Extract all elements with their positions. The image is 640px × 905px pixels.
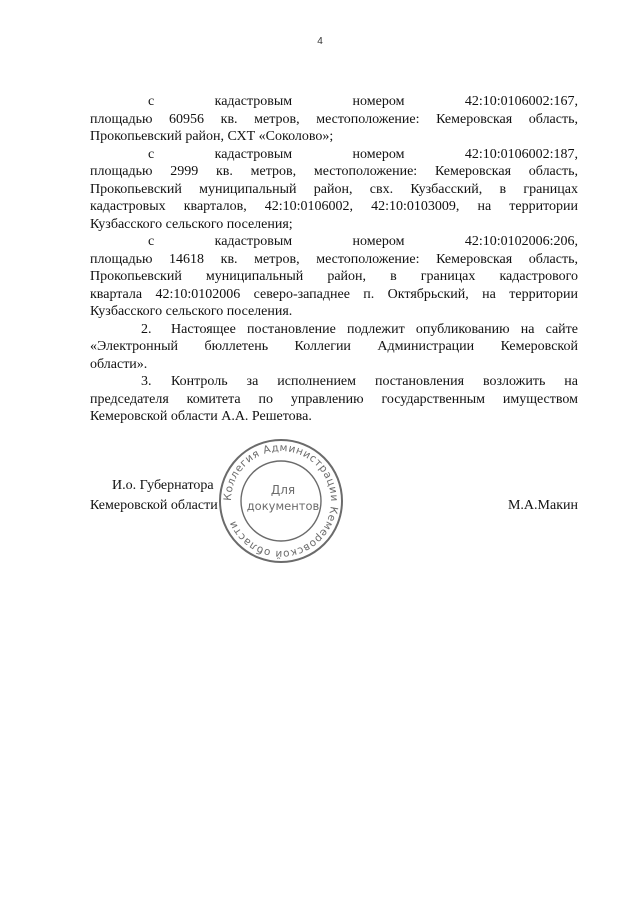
parcel-3-line: площадью 14618 кв. метров, местоположение: Кемеровская область, bbox=[90, 251, 578, 267]
parcel-2-line: площадью 2999 кв. метров, местоположение: Кемеровская область, bbox=[90, 164, 578, 179]
parcel-3-word: с bbox=[148, 234, 155, 249]
stamp-center-text: документов bbox=[246, 499, 320, 513]
stamp-seal bbox=[217, 437, 345, 565]
parcel-1-word: номером bbox=[352, 94, 405, 109]
official-stamp bbox=[217, 437, 345, 565]
parcel-3-line: квартала 42:10:0102006 северо-западнее п. Октябрьский, на территории bbox=[90, 286, 578, 302]
parcel-2-line: Кузбасского сельского поселения; bbox=[90, 216, 293, 232]
parcel-2-first-line bbox=[90, 146, 578, 164]
document-body bbox=[90, 93, 578, 426]
item-2-line: «Электронный бюллетень Коллегии Администрации Кемеровской bbox=[90, 339, 578, 354]
parcel-1-word: с bbox=[148, 94, 155, 109]
item-3-line: Контроль за исполнением постановления возложить на bbox=[171, 374, 578, 389]
signatory-title-line: И.о. Губернатора bbox=[112, 478, 214, 493]
parcel-paragraph-3 bbox=[90, 233, 578, 321]
item-2-number: 2. bbox=[141, 321, 152, 337]
signatory-title-line: Кемеровской области bbox=[90, 498, 218, 513]
item-2-paragraph bbox=[90, 321, 578, 374]
item-2-line: Настоящее постановление подлежит опубликованию на сайте bbox=[171, 321, 578, 337]
parcel-3-cadastral-number: 42:10:0102006:206, bbox=[464, 234, 578, 249]
parcel-3-word: номером bbox=[352, 234, 405, 249]
item-2-first-line bbox=[90, 321, 578, 339]
parcel-paragraph-2 bbox=[90, 146, 578, 234]
parcel-2-cadastral-number: 42:10:0106002:187, bbox=[464, 146, 578, 162]
parcel-paragraph-1 bbox=[90, 93, 578, 146]
signatory-title bbox=[90, 476, 218, 516]
item-3-number: 3. bbox=[141, 374, 152, 389]
parcel-2-word: номером bbox=[352, 146, 405, 162]
parcel-1-cadastral-number: 42:10:0106002:167, bbox=[464, 94, 578, 109]
parcel-3-line: Прокопьевский муниципальный район, в границах кадастрового bbox=[90, 269, 578, 284]
parcel-2-word: кадастровым bbox=[214, 146, 293, 162]
page-number: 4 bbox=[317, 36, 323, 47]
item-2-line: области». bbox=[90, 356, 148, 372]
parcel-1-line: площадью 60956 кв. метров, местоположение: Кемеровская область, bbox=[90, 111, 578, 127]
signatory-name: М.А.Макин bbox=[507, 498, 578, 513]
item-3-line: председателя комитета по управлению государственным имуществом bbox=[90, 391, 578, 407]
stamp-center-text: Для bbox=[270, 483, 296, 497]
stamp-ring-text: Коллегия Администрации Кемеровской области bbox=[221, 441, 341, 561]
parcel-3-line: Кузбасского сельского поселения. bbox=[90, 304, 293, 319]
parcel-2-line: Прокопьевский муниципальный район, свх. Кузбасский, в границах bbox=[90, 181, 578, 197]
parcel-3-word: кадастровым bbox=[214, 234, 293, 249]
parcel-2-word: с bbox=[148, 146, 155, 162]
parcel-1-first-line bbox=[90, 93, 578, 111]
item-3-first-line bbox=[90, 373, 578, 391]
item-3-line: Кемеровской области А.А. Решетова. bbox=[90, 409, 312, 424]
parcel-1-word: кадастровым bbox=[214, 94, 293, 109]
item-3-paragraph bbox=[90, 373, 578, 426]
parcel-3-first-line bbox=[90, 233, 578, 251]
parcel-2-line: кадастровых кварталов, 42:10:0106002, 42:10:0103009, на территории bbox=[90, 199, 578, 214]
parcel-1-line: Прокопьевский район, СХТ «Соколово»; bbox=[90, 129, 334, 144]
